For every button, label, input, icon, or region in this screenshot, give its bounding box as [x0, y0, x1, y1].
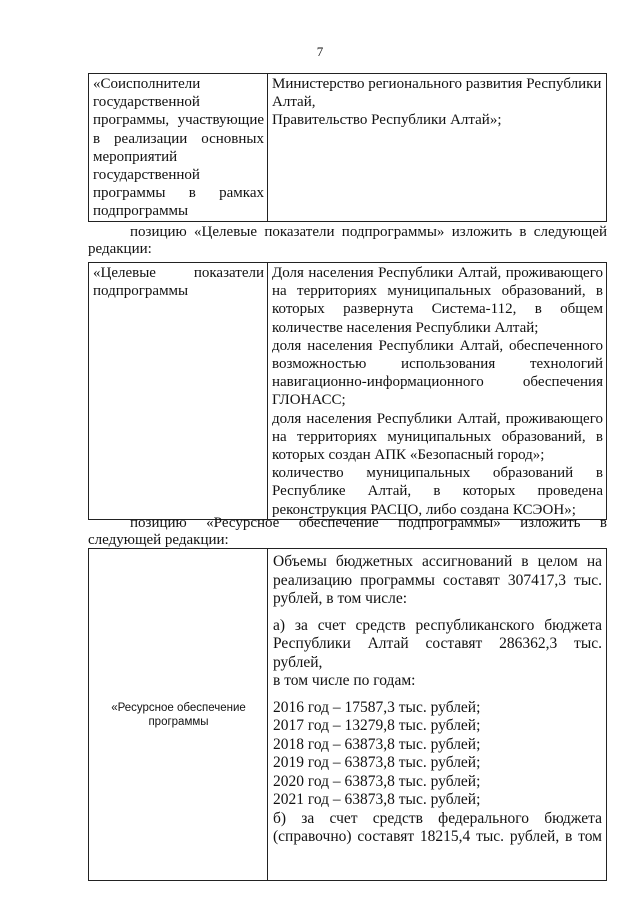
republican-budget-block — [273, 617, 602, 691]
value-line: Правительство Республики Алтай»; — [272, 112, 502, 129]
page-number: 7 — [316, 44, 324, 59]
value-line: Республики Алтай составят 286362,3 тыс. рублей, — [273, 635, 602, 671]
label-line: государственной — [93, 167, 200, 184]
target-indicators-table — [88, 262, 607, 520]
instruction-line: следующей редакции: — [88, 532, 229, 548]
federal-budget-block — [273, 810, 602, 847]
co-executors-table — [88, 73, 607, 222]
year-line: 2020 год – 63873,8 тыс. рублей; — [273, 772, 481, 790]
instruction-line: редакции: — [88, 241, 152, 257]
label-line: «Ресурсное обеспечение — [111, 702, 246, 714]
value-line: реконструкция РАСЦО, либо создана КСЭОН»; — [272, 501, 576, 518]
co-executors-value-cell — [268, 74, 607, 222]
value-line: в том числе по годам: — [273, 672, 416, 689]
label-line: «Целевые показатели — [93, 265, 264, 281]
year-line: 2021 год – 63873,8 тыс. рублей; — [273, 791, 481, 808]
label-line: программы, участвующие — [93, 112, 264, 129]
yearly-allocations-list — [273, 699, 602, 810]
value-line: на территориях муниципальных образований, в — [272, 283, 603, 300]
value-line: количестве населения Республики Алтай; — [272, 319, 539, 336]
value-line: которых создан АПК «Безопасный город»; — [272, 447, 545, 464]
value-line: Республике Алтай, в которых проведена — [272, 483, 603, 500]
value-line: Объемы бюджетных ассигнований в целом на — [273, 553, 602, 570]
value-line: на территориях муниципальных образований, в — [272, 428, 603, 445]
resource-provision-label-cell — [89, 549, 268, 881]
label-line: программы в рамках — [93, 185, 264, 202]
instruction-line: позицию «Целевые показатели подпрограммы» изложить в следующей — [130, 224, 607, 240]
value-line: Министерство регионального развития Республики — [272, 76, 602, 92]
value-line: а) за счет средств республиканского бюджета — [273, 616, 602, 634]
value-line: доля населения Республики Алтай, проживающего — [272, 410, 603, 427]
label-line: государственной — [93, 94, 200, 111]
total-allocation-block — [273, 553, 602, 609]
instruction-line: позицию «Ресурсное обеспечение подпрограммы» изложить в — [130, 515, 607, 531]
year-line: 2018 год – 63873,8 тыс. рублей; — [273, 735, 481, 753]
label-line: программы — [148, 716, 209, 728]
label-line: «Соисполнители — [93, 76, 201, 92]
value-line: б) за счет средств федерального бюджета — [273, 809, 602, 827]
label-line: мероприятий — [93, 148, 178, 165]
year-line: 2017 год – 13279,8 тыс. рублей; — [273, 717, 481, 734]
value-line: которых развернута Система-112, в общем — [272, 301, 603, 318]
value-line: возможностью использования технологий — [272, 356, 603, 373]
label-line: подпрограммы — [93, 203, 189, 220]
value-line: ГЛОНАСС; — [272, 392, 346, 409]
resource-provision-instruction — [88, 515, 607, 549]
target-indicators-label-cell — [89, 263, 268, 520]
year-line: 2019 год – 63873,8 тыс. рублей; — [273, 754, 481, 771]
target-indicators-value-cell — [268, 263, 607, 520]
value-line: рублей, в том числе: — [273, 590, 408, 607]
value-line: (справочно) составят 18215,4 тыс. рублей, в том — [273, 828, 602, 845]
target-indicators-instruction — [88, 224, 607, 258]
co-executors-label-cell — [89, 74, 268, 222]
resource-provision-table — [88, 548, 607, 881]
value-line: Доля населения Республики Алтай, проживающего — [272, 265, 603, 281]
value-line: доля населения Республики Алтай, обеспеченного — [272, 337, 603, 354]
value-line: количество муниципальных образований в — [272, 465, 603, 482]
value-line: Алтай, — [272, 94, 316, 111]
label-line: подпрограммы — [93, 283, 189, 300]
resource-provision-value-cell — [268, 549, 607, 881]
year-line: 2016 год – 17587,3 тыс. рублей; — [273, 698, 481, 716]
value-line: навигационно-информационного обеспечения — [272, 374, 603, 391]
value-line: реализацию программы составят 307417,3 тыс. — [273, 571, 602, 589]
label-line: в реализации основных — [93, 130, 264, 147]
